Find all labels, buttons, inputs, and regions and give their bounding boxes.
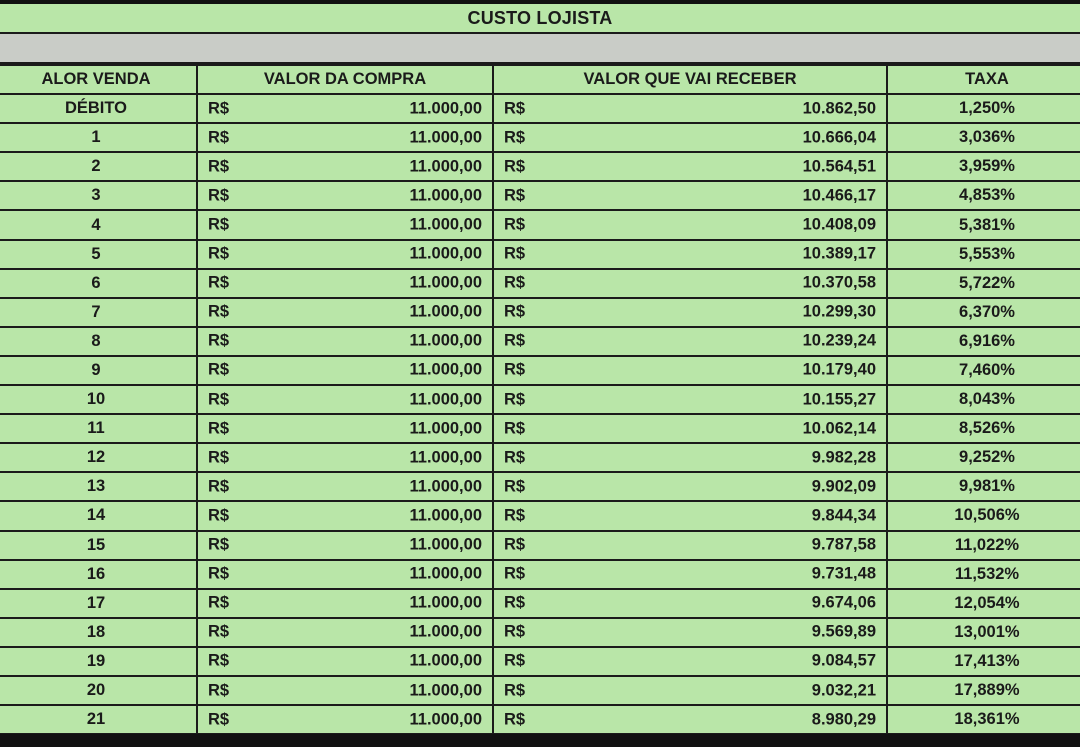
- cell-taxa[interactable]: 8,043%: [887, 385, 1080, 414]
- header-valor-venda[interactable]: ALOR VENDA: [0, 65, 197, 94]
- currency-symbol: R$: [504, 622, 526, 641]
- amount-value: 9.032,21: [811, 681, 876, 700]
- amount-value: 11.000,00: [409, 564, 482, 583]
- table-row: [0, 210, 1080, 239]
- amount-value: 11.000,00: [409, 535, 482, 554]
- currency-symbol: R$: [208, 593, 230, 612]
- amount-value: 11.000,00: [409, 157, 482, 176]
- cell-valor-receber[interactable]: [493, 298, 887, 327]
- amount-value: 10.239,24: [802, 331, 876, 350]
- cell-valor-receber[interactable]: [493, 531, 887, 560]
- currency-symbol: R$: [208, 506, 230, 525]
- cell-valor-compra[interactable]: [197, 298, 493, 327]
- amount-value: 10.564,51: [802, 157, 876, 176]
- table-row: [0, 356, 1080, 385]
- amount-value: 10.155,27: [802, 390, 876, 409]
- currency-symbol: R$: [504, 651, 526, 670]
- table-row: [0, 298, 1080, 327]
- cell-valor-receber[interactable]: [493, 676, 887, 705]
- currency-symbol: R$: [504, 215, 526, 234]
- currency-symbol: R$: [208, 273, 230, 292]
- amount-value: 11.000,00: [409, 477, 482, 496]
- table-row: [0, 181, 1080, 210]
- amount-value: 9.731,48: [811, 564, 876, 583]
- table-row: [0, 240, 1080, 269]
- currency-symbol: R$: [208, 477, 230, 496]
- cell-valor-receber[interactable]: [493, 705, 887, 734]
- amount-value: 11.000,00: [409, 331, 482, 350]
- cell-valor-receber[interactable]: [493, 618, 887, 647]
- cell-valor-venda[interactable]: 16: [0, 560, 197, 589]
- currency-symbol: R$: [208, 302, 230, 321]
- cell-valor-venda[interactable]: 14: [0, 501, 197, 530]
- cell-valor-compra[interactable]: [197, 414, 493, 443]
- currency-symbol: R$: [208, 99, 230, 118]
- amount-value: 10.062,14: [802, 419, 876, 438]
- table-row: [0, 560, 1080, 589]
- cell-valor-compra[interactable]: [197, 181, 493, 210]
- table-row: [0, 589, 1080, 618]
- currency-symbol: R$: [504, 99, 526, 118]
- currency-symbol: R$: [208, 157, 230, 176]
- currency-symbol: R$: [504, 564, 526, 583]
- currency-symbol: R$: [504, 128, 526, 147]
- cell-valor-compra[interactable]: [197, 94, 493, 123]
- cell-valor-venda[interactable]: 10: [0, 385, 197, 414]
- currency-symbol: R$: [504, 360, 526, 379]
- amount-value: 9.084,57: [811, 651, 876, 670]
- cell-taxa[interactable]: 17,413%: [887, 647, 1080, 676]
- cell-valor-receber[interactable]: [493, 501, 887, 530]
- cell-valor-receber[interactable]: [493, 443, 887, 472]
- table-row: [0, 472, 1080, 501]
- cell-taxa[interactable]: 9,252%: [887, 443, 1080, 472]
- amount-value: 11.000,00: [409, 302, 482, 321]
- amount-value: 10.408,09: [802, 215, 876, 234]
- currency-symbol: R$: [504, 244, 526, 263]
- currency-symbol: R$: [208, 419, 230, 438]
- table-row: [0, 152, 1080, 181]
- currency-symbol: R$: [208, 448, 230, 467]
- currency-symbol: R$: [504, 593, 526, 612]
- cell-valor-receber[interactable]: [493, 589, 887, 618]
- cell-valor-compra[interactable]: [197, 327, 493, 356]
- table-row: [0, 123, 1080, 152]
- cell-valor-compra[interactable]: [197, 618, 493, 647]
- amount-value: 11.000,00: [409, 244, 482, 263]
- amount-value: 11.000,00: [409, 360, 482, 379]
- currency-symbol: R$: [208, 564, 230, 583]
- cell-taxa[interactable]: 5,381%: [887, 210, 1080, 239]
- amount-value: 11.000,00: [409, 448, 482, 467]
- amount-value: 10.862,50: [802, 99, 876, 118]
- cell-valor-compra[interactable]: [197, 385, 493, 414]
- sheet-title[interactable]: CUSTO LOJISTA: [0, 4, 1080, 34]
- table-row: [0, 618, 1080, 647]
- spreadsheet-view: [0, 4, 1080, 734]
- cell-valor-venda[interactable]: 6: [0, 269, 197, 298]
- amount-value: 11.000,00: [409, 186, 482, 205]
- cell-taxa[interactable]: 6,916%: [887, 327, 1080, 356]
- amount-value: 11.000,00: [409, 622, 482, 641]
- amount-value: 9.569,89: [811, 622, 876, 641]
- cell-taxa[interactable]: 11,022%: [887, 531, 1080, 560]
- cell-valor-receber[interactable]: [493, 123, 887, 152]
- currency-symbol: R$: [504, 157, 526, 176]
- amount-value: 9.982,28: [811, 448, 876, 467]
- cell-valor-venda[interactable]: 7: [0, 298, 197, 327]
- cell-valor-venda[interactable]: 9: [0, 356, 197, 385]
- cell-valor-compra[interactable]: [197, 152, 493, 181]
- amount-value: 11.000,00: [409, 651, 482, 670]
- amount-value: 10.299,30: [802, 302, 876, 321]
- amount-value: 11.000,00: [409, 273, 482, 292]
- table-row: [0, 385, 1080, 414]
- cell-valor-compra[interactable]: [197, 443, 493, 472]
- amount-value: 10.466,17: [802, 186, 876, 205]
- currency-symbol: R$: [504, 506, 526, 525]
- cell-valor-receber[interactable]: [493, 647, 887, 676]
- cell-valor-compra[interactable]: [197, 210, 493, 239]
- currency-symbol: R$: [504, 681, 526, 700]
- currency-symbol: R$: [504, 186, 526, 205]
- cell-valor-compra[interactable]: [197, 560, 493, 589]
- currency-symbol: R$: [208, 360, 230, 379]
- cell-valor-venda[interactable]: 8: [0, 327, 197, 356]
- cell-taxa[interactable]: 7,460%: [887, 356, 1080, 385]
- cell-valor-compra[interactable]: [197, 240, 493, 269]
- currency-symbol: R$: [208, 128, 230, 147]
- cell-valor-receber[interactable]: [493, 414, 887, 443]
- cell-valor-venda[interactable]: 19: [0, 647, 197, 676]
- currency-symbol: R$: [208, 390, 230, 409]
- cell-taxa[interactable]: 10,506%: [887, 501, 1080, 530]
- currency-symbol: R$: [504, 710, 526, 729]
- amount-value: 10.389,17: [802, 244, 876, 263]
- currency-symbol: R$: [208, 331, 230, 350]
- cell-valor-venda[interactable]: 4: [0, 210, 197, 239]
- cell-valor-compra[interactable]: [197, 647, 493, 676]
- cell-valor-compra[interactable]: [197, 531, 493, 560]
- cell-valor-receber[interactable]: [493, 560, 887, 589]
- cell-valor-venda[interactable]: 17: [0, 589, 197, 618]
- cell-valor-receber[interactable]: [493, 94, 887, 123]
- cell-taxa[interactable]: 3,036%: [887, 123, 1080, 152]
- cell-valor-compra[interactable]: [197, 501, 493, 530]
- cell-valor-venda[interactable]: 1: [0, 123, 197, 152]
- currency-symbol: R$: [504, 477, 526, 496]
- cell-valor-receber[interactable]: [493, 327, 887, 356]
- cell-valor-receber[interactable]: [493, 385, 887, 414]
- amount-value: 9.844,34: [811, 506, 876, 525]
- amount-value: 11.000,00: [409, 710, 482, 729]
- cell-valor-venda[interactable]: DÉBITO: [0, 94, 197, 123]
- cell-valor-venda[interactable]: 13: [0, 472, 197, 501]
- cell-taxa[interactable]: 9,981%: [887, 472, 1080, 501]
- cell-valor-receber[interactable]: [493, 152, 887, 181]
- cell-valor-receber[interactable]: [493, 472, 887, 501]
- cell-taxa[interactable]: 17,889%: [887, 676, 1080, 705]
- amount-value: 9.674,06: [811, 593, 876, 612]
- amount-value: 11.000,00: [409, 681, 482, 700]
- header-valor-receber[interactable]: VALOR QUE VAI RECEBER: [493, 65, 887, 94]
- table-row: [0, 443, 1080, 472]
- currency-symbol: R$: [504, 419, 526, 438]
- table-row: [0, 676, 1080, 705]
- table-row: [0, 705, 1080, 734]
- currency-symbol: R$: [208, 710, 230, 729]
- header-valor-compra[interactable]: VALOR DA COMPRA: [197, 65, 493, 94]
- currency-symbol: R$: [208, 215, 230, 234]
- cell-valor-compra[interactable]: [197, 123, 493, 152]
- cell-valor-venda[interactable]: 2: [0, 152, 197, 181]
- cell-valor-venda[interactable]: 11: [0, 414, 197, 443]
- currency-symbol: R$: [504, 390, 526, 409]
- table-row: [0, 269, 1080, 298]
- amount-value: 10.370,58: [802, 273, 876, 292]
- cell-taxa[interactable]: 11,532%: [887, 560, 1080, 589]
- currency-symbol: R$: [504, 331, 526, 350]
- cell-valor-compra[interactable]: [197, 269, 493, 298]
- fee-table: [0, 64, 1080, 734]
- cell-valor-compra[interactable]: [197, 589, 493, 618]
- cell-taxa[interactable]: 8,526%: [887, 414, 1080, 443]
- amount-value: 11.000,00: [409, 99, 482, 118]
- table-row: [0, 647, 1080, 676]
- cell-valor-venda[interactable]: 21: [0, 705, 197, 734]
- cell-taxa[interactable]: 13,001%: [887, 618, 1080, 647]
- amount-value: 11.000,00: [409, 593, 482, 612]
- cell-valor-venda[interactable]: 12: [0, 443, 197, 472]
- cell-valor-compra[interactable]: [197, 676, 493, 705]
- amount-value: 9.787,58: [811, 535, 876, 554]
- cell-valor-receber[interactable]: [493, 240, 887, 269]
- amount-value: 10.179,40: [802, 360, 876, 379]
- cell-taxa[interactable]: 5,553%: [887, 240, 1080, 269]
- currency-symbol: R$: [504, 448, 526, 467]
- currency-symbol: R$: [208, 186, 230, 205]
- cell-valor-compra[interactable]: [197, 472, 493, 501]
- currency-symbol: R$: [504, 302, 526, 321]
- amount-value: 11.000,00: [409, 506, 482, 525]
- amount-value: 11.000,00: [409, 419, 482, 438]
- table-row: [0, 501, 1080, 530]
- cell-valor-compra[interactable]: [197, 356, 493, 385]
- table-row: [0, 327, 1080, 356]
- cell-taxa[interactable]: 6,370%: [887, 298, 1080, 327]
- header-taxa[interactable]: TAXA: [887, 65, 1080, 94]
- cell-valor-venda[interactable]: 18: [0, 618, 197, 647]
- cell-valor-venda[interactable]: 3: [0, 181, 197, 210]
- amount-value: 10.666,04: [802, 128, 876, 147]
- cell-taxa[interactable]: 5,722%: [887, 269, 1080, 298]
- cell-taxa[interactable]: 12,054%: [887, 589, 1080, 618]
- bottom-frame: [0, 734, 1080, 747]
- cell-valor-venda[interactable]: 5: [0, 240, 197, 269]
- table-row: [0, 531, 1080, 560]
- cell-valor-venda[interactable]: 15: [0, 531, 197, 560]
- currency-symbol: R$: [208, 651, 230, 670]
- header-row: [0, 65, 1080, 94]
- amount-value: 8.980,29: [811, 710, 876, 729]
- table-row: [0, 414, 1080, 443]
- currency-symbol: R$: [208, 535, 230, 554]
- cell-valor-receber[interactable]: [493, 181, 887, 210]
- currency-symbol: R$: [208, 681, 230, 700]
- cell-taxa[interactable]: 18,361%: [887, 705, 1080, 734]
- cell-valor-receber[interactable]: [493, 356, 887, 385]
- cell-taxa[interactable]: 3,959%: [887, 152, 1080, 181]
- currency-symbol: R$: [208, 244, 230, 263]
- cell-taxa[interactable]: 4,853%: [887, 181, 1080, 210]
- empty-gray-row[interactable]: [0, 34, 1080, 64]
- amount-value: 11.000,00: [409, 128, 482, 147]
- amount-value: 11.000,00: [409, 215, 482, 234]
- cell-taxa[interactable]: 1,250%: [887, 94, 1080, 123]
- currency-symbol: R$: [504, 535, 526, 554]
- cell-valor-compra[interactable]: [197, 705, 493, 734]
- table-row: [0, 94, 1080, 123]
- amount-value: 11.000,00: [409, 390, 482, 409]
- cell-valor-receber[interactable]: [493, 210, 887, 239]
- cell-valor-venda[interactable]: 20: [0, 676, 197, 705]
- currency-symbol: R$: [504, 273, 526, 292]
- cell-valor-receber[interactable]: [493, 269, 887, 298]
- currency-symbol: R$: [208, 622, 230, 641]
- amount-value: 9.902,09: [811, 477, 876, 496]
